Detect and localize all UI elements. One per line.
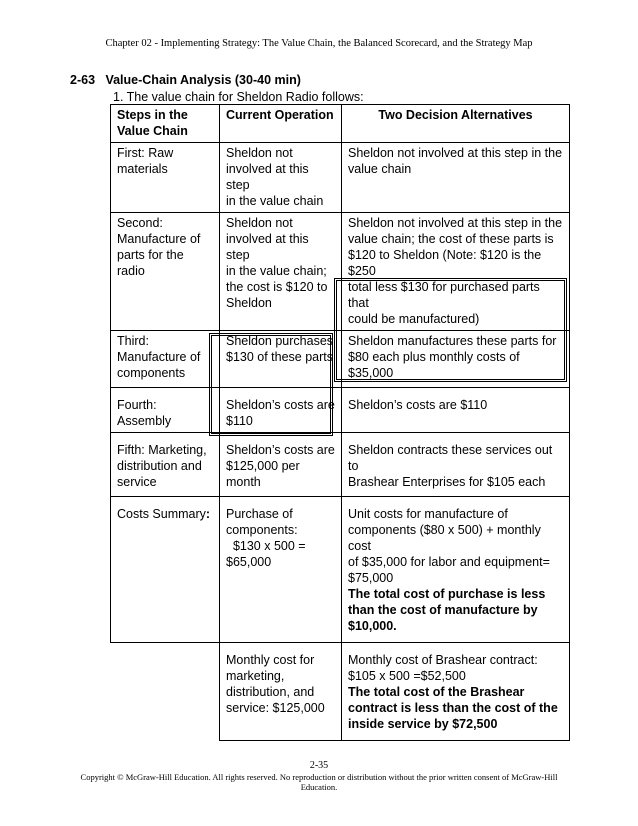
table-row <box>111 143 570 213</box>
step-cell: Third: Manufacture of components <box>111 331 220 388</box>
value-chain-table <box>110 104 570 741</box>
problem-title: Value-Chain Analysis (30-40 min) <box>105 73 301 87</box>
header-current: Current Operation <box>220 105 342 143</box>
current-cell: Sheldon’s costs are $125,000 per month <box>220 433 342 497</box>
brashear-cell: Monthly cost of Brashear contract: $105 x 500 =$52,500 The total cost of the Brashear contract is less than the cost of the inside service by $72,500 <box>342 643 570 741</box>
problem-intro: 1. The value chain for Sheldon Radio follows: <box>113 90 364 104</box>
copyright-notice: Copyright © McGraw-Hill Education. All rights reserved. No reproduction or distribution without the prior written consent of McGraw-Hill Education. <box>80 772 558 792</box>
alternative-cell: Sheldon’s costs are $110 <box>342 388 570 433</box>
step-cell: First: Raw materials <box>111 143 220 213</box>
alternative-cell: Sheldon contracts these services out to Brashear Enterprises for $105 each <box>342 433 570 497</box>
alternative-cell: Sheldon not involved at this step in the value chain <box>342 143 570 213</box>
step-cell: Second: Manufacture of parts for the radio <box>111 213 220 331</box>
table-row <box>111 213 570 331</box>
empty-cell <box>111 643 220 741</box>
running-header: Chapter 02 - Implementing Strategy: The Value Chain, the Balanced Scorecard, and the Strategy Map <box>105 38 533 49</box>
page-number: 2-35 <box>309 760 329 771</box>
marketing-cell: Monthly cost for marketing, distribution, and service: $125,000 <box>220 643 342 741</box>
table-row <box>111 433 570 497</box>
summary-label: Costs Summary <box>117 507 206 521</box>
summary-row <box>111 497 570 643</box>
current-cell: Sheldon’s costs are $110 <box>220 388 342 433</box>
current-cell: Sheldon not involved at this step in the value chain <box>220 143 342 213</box>
alternative-cell: Sheldon manufactures these parts for $80 each plus monthly costs of $35,000 <box>342 331 570 388</box>
current-cell: Sheldon not involved at this step in the value chain; the cost is $120 to Sheldon <box>220 213 342 331</box>
table-header-row <box>111 105 570 143</box>
summary-label-cell <box>111 497 220 643</box>
summary-colon: : <box>205 507 211 521</box>
header-alternatives: Two Decision Alternatives <box>342 105 570 143</box>
summary-row-2 <box>111 643 570 741</box>
alternative-cell: Sheldon not involved at this step in the value chain; the cost of these parts is $120 to Sheldon (Note: $120 is the $250 total less $130 for purchased parts that could be manufactured) <box>342 213 570 331</box>
step-cell: Fourth: Assembly <box>111 388 220 433</box>
header-steps: Steps in the Value Chain <box>111 105 220 143</box>
table-row <box>111 388 570 433</box>
manufacture-cell: Unit costs for manufacture of components ($80 x 500) + monthly cost of $35,000 for labor and equipment= $75,000 The total cost of purchase is less than the cost of manufacture by $10,000. <box>342 497 570 643</box>
table-row <box>111 331 570 388</box>
purchase-cell: Purchase of components: $130 x 500 = $65,000 <box>220 497 342 643</box>
problem-number: 2-63 <box>70 73 96 87</box>
problem-heading <box>70 73 301 87</box>
current-cell: Sheldon purchases $130 of these parts <box>220 331 342 388</box>
step-cell: Fifth: Marketing, distribution and service <box>111 433 220 497</box>
